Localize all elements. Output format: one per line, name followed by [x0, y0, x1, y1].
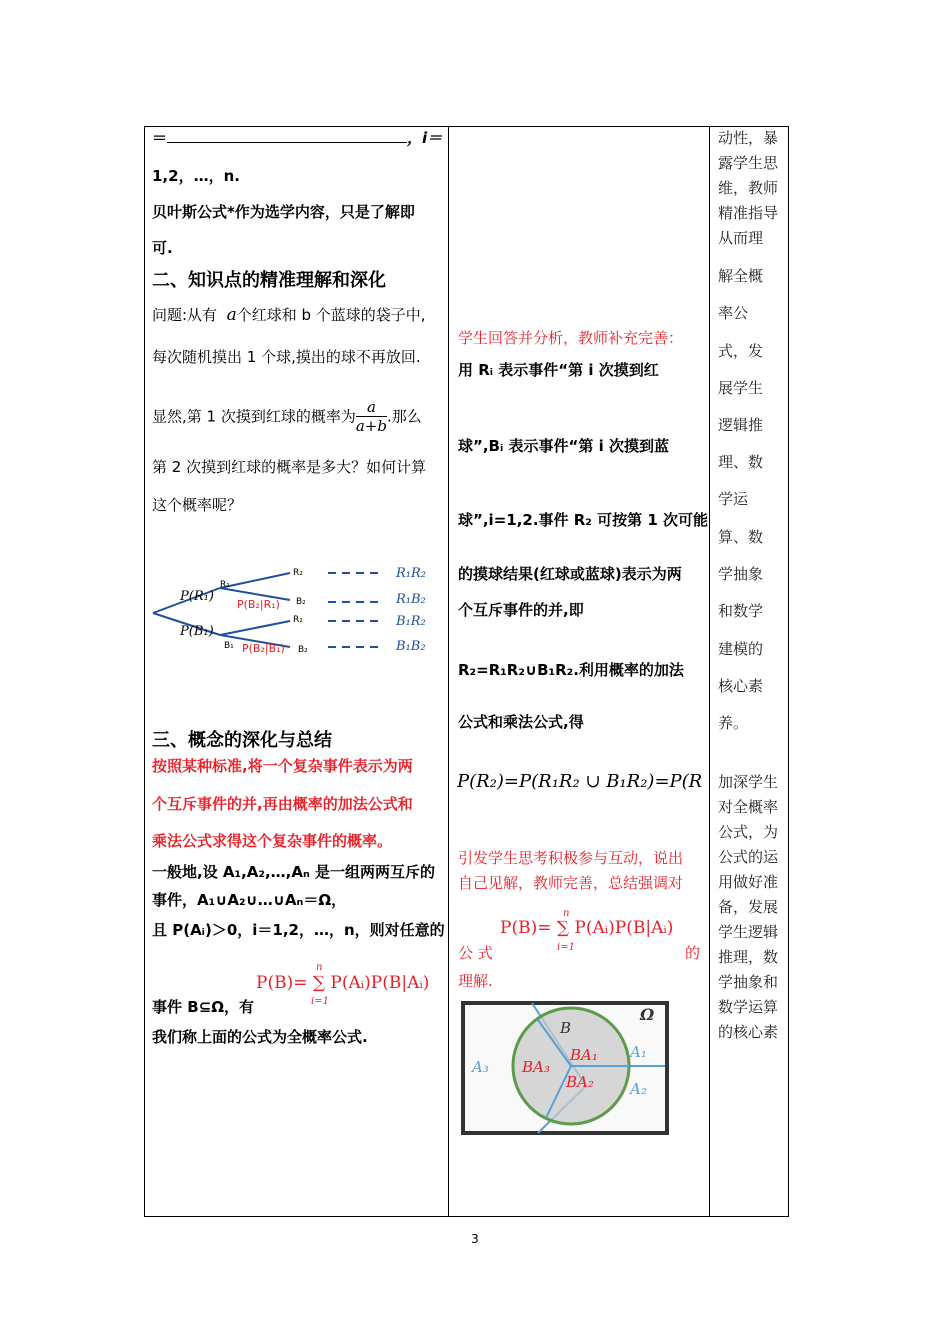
design-intent: 式，发: [718, 342, 764, 360]
design-intent: 的核心素: [718, 1023, 779, 1041]
design-intent: 养。: [718, 714, 749, 732]
design-intent: 学抽象: [718, 565, 764, 583]
design-intent: 率公: [718, 304, 749, 322]
outcome-label: B₁B₂: [396, 639, 426, 654]
set-label: A₃: [472, 1058, 489, 1076]
probability-equation: P(R₂)=P(R₁R₂ ∪ B₁R₂)=P(R: [457, 771, 703, 792]
design-intent: 理、数: [718, 453, 764, 471]
set-label: A₁: [630, 1043, 647, 1061]
formula-limit: i=1: [311, 996, 329, 1007]
teacher-note: 的: [685, 944, 701, 962]
tree-node-label: B₂: [296, 597, 306, 607]
text-line: 问题:从有 a个红球和 b 个蓝球的袋子中,: [152, 305, 426, 325]
teacher-note: 学生回答并分析，教师补充完善：: [458, 329, 684, 347]
text-line: 显然,第 1 次摸到红球的概率为 $\frac{a}{a+b}$ .那么: [152, 398, 422, 435]
design-intent: 展学生: [718, 379, 764, 397]
highlight-text: 按照某种标准,将一个复杂事件表示为两: [152, 757, 413, 775]
section-heading: 三、概念的深化与总结: [152, 730, 332, 751]
conditional-prob-label: P(B₂|B₁): [242, 642, 285, 655]
text-line: 个互斥事件的并,即: [458, 601, 584, 619]
teacher-note: 理解.: [458, 972, 493, 990]
venn-diagram: [460, 1000, 670, 1136]
fraction: $\frac{a}{a+b}$: [355, 398, 387, 435]
text-line: 的摸球结果(红球或蓝球)表示为两: [458, 565, 682, 583]
outcome-label: R₁R₂: [396, 566, 426, 581]
text-line: 1,2，…，n.: [152, 167, 240, 185]
text-line: 且 P(Aᵢ)＞0，i＝1,2，…，n，则对任意的: [152, 921, 445, 939]
design-intent: 维，教师: [718, 179, 779, 197]
text-line: 一般地,设 A₁,A₂,…,Aₙ 是一组两两互斥的: [152, 863, 436, 881]
column-divider: [448, 126, 449, 1217]
teacher-note: 公 式: [458, 944, 493, 962]
tree-node-label: R₂: [293, 568, 303, 578]
probability-tree-diagram: [150, 555, 440, 660]
design-intent: 加深学生: [718, 773, 779, 791]
design-intent: 推理，数: [718, 948, 779, 966]
set-label: B: [560, 1019, 572, 1037]
region-label: BA₂: [566, 1073, 594, 1091]
design-intent: 精准指导: [718, 204, 779, 222]
tree-node-label: B₂: [298, 645, 308, 655]
design-intent: 解全概: [718, 267, 764, 285]
total-probability-formula: P(B)= ∑ P(Aᵢ)P(B|Aᵢ): [256, 973, 430, 993]
teacher-note: 引发学生思考积极参与互动，说出: [458, 849, 684, 867]
tree-node-label: R₂: [293, 615, 303, 625]
design-intent: 学生逻辑: [718, 923, 779, 941]
design-intent: 公式的运: [718, 848, 779, 866]
text-line: 公式和乘法公式,得: [458, 713, 584, 731]
design-intent: 备，发展: [718, 898, 779, 916]
design-intent: 建模的: [718, 640, 764, 658]
design-intent: 核心素: [718, 677, 764, 695]
text-line: 每次随机摸出 1 个球,摸出的球不再放回.: [152, 348, 421, 366]
tree-node-label: B₁: [224, 641, 234, 651]
set-label: A₂: [630, 1080, 647, 1098]
design-intent: 逻辑推: [718, 416, 764, 434]
page-number: 3: [471, 1232, 479, 1246]
design-intent: 对全概率: [718, 798, 779, 816]
design-intent: 用做好准: [718, 873, 779, 891]
design-intent: 动性，暴: [718, 129, 779, 147]
text-line: 球”,Bᵢ 表示事件“第 i 次摸到蓝: [458, 437, 669, 455]
design-intent: 和数学: [718, 602, 764, 620]
outcome-label: R₁B₂: [396, 592, 426, 607]
design-intent: 学运: [718, 490, 749, 508]
region-label: BA₃: [522, 1058, 550, 1076]
formula-limit: n: [563, 908, 570, 919]
tree-label: P(B₁): [180, 624, 214, 639]
teacher-note: 自己见解，教师完善，总结强调对: [458, 874, 684, 892]
text-line: R₂=R₁R₂∪B₁R₂.利用概率的加法: [458, 661, 684, 679]
design-intent: 露学生思: [718, 154, 779, 172]
design-intent: 数学运算: [718, 998, 779, 1016]
text-line: 贝叶斯公式*作为选学内容，只是了解即: [152, 203, 415, 221]
outcome-label: B₁R₂: [396, 614, 426, 629]
design-intent: 公式，为: [718, 823, 779, 841]
text-line: 事件 B⊆Ω，有: [152, 998, 254, 1016]
formula-limit: i=1: [557, 942, 575, 953]
tree-node-label: R₁: [220, 580, 230, 590]
formula-limit: n: [316, 962, 323, 973]
omega-label: Ω: [640, 1005, 655, 1024]
column-divider: [709, 126, 710, 1217]
design-intent: 算、数: [718, 528, 764, 546]
text-line: 可.: [152, 239, 173, 257]
highlight-text: 个互斥事件的并,再由概率的加法公式和: [152, 795, 413, 813]
text-line: 这个概率呢？: [152, 496, 243, 514]
text-line: 我们称上面的公式为全概率公式.: [152, 1028, 368, 1046]
highlight-text: 乘法公式求得这个复杂事件的概率。: [152, 832, 393, 850]
text-line: 球”,i=1,2.事件 R₂ 可按第 1 次可能: [458, 511, 708, 529]
region-label: BA₁: [570, 1046, 598, 1064]
tree-label: P(R₁): [180, 589, 214, 604]
conditional-prob-label: P(B₂|R₁): [237, 598, 280, 611]
text-line: 用 Rᵢ 表示事件“第 i 次摸到红: [458, 361, 659, 379]
design-intent: 从而理: [718, 229, 764, 247]
total-probability-formula: P(B)= ∑ P(Aᵢ)P(B|Aᵢ): [500, 918, 674, 938]
text-line: 事件，A₁∪A₂∪…∪Aₙ＝Ω，: [152, 891, 347, 909]
text-line: ＝ ，i＝: [152, 129, 443, 147]
design-intent: 学抽象和: [718, 973, 779, 991]
section-heading: 二、知识点的精准理解和深化: [152, 270, 386, 291]
text-line: 第 2 次摸到红球的概率是多大？如何计算: [152, 458, 427, 476]
